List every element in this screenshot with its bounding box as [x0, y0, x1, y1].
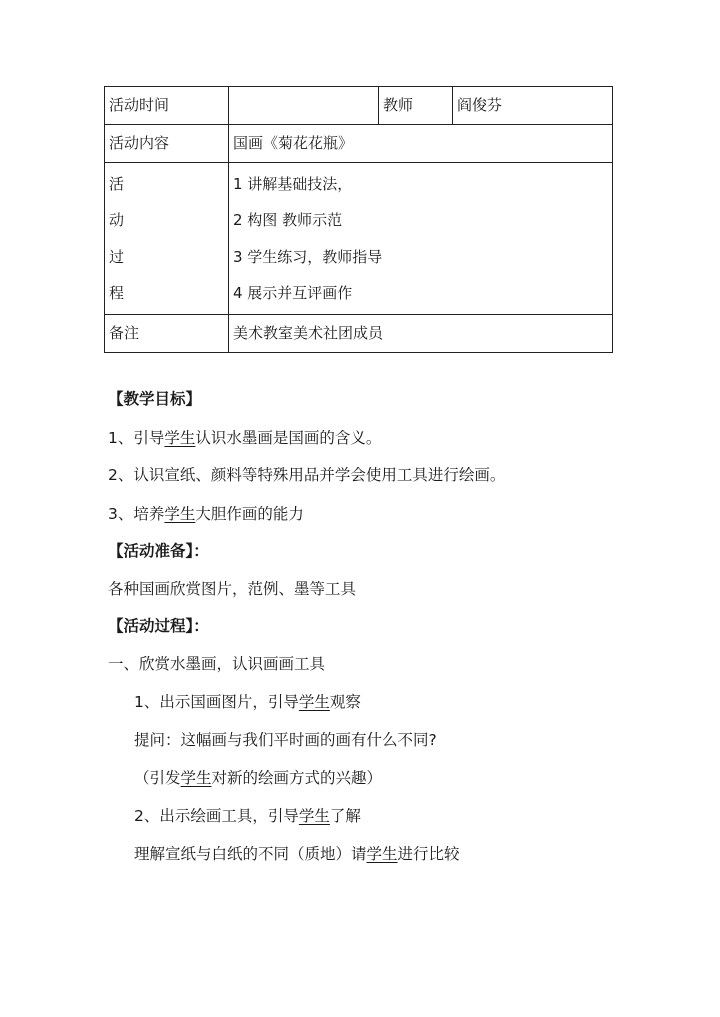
process-line: [134, 844, 460, 864]
process-label-char: 程: [109, 284, 125, 303]
prep-text: 各种国画欣赏图片，范例、墨等工具: [108, 580, 357, 598]
process-text: 2、出示绘画工具，引导: [134, 807, 299, 825]
process-underlined-text: 学生: [298, 807, 330, 825]
goal-text: 认识水墨画是国画的含义。: [195, 429, 382, 447]
goal-underlined-text: 学生: [164, 429, 196, 447]
process-step: 4 展示并互评画作: [233, 284, 353, 303]
process-label-char: 活: [109, 174, 125, 193]
process-text: 理解宣纸与白纸的不同（质地）请: [134, 845, 367, 863]
goal-item: 2、认识宣纸、颜料等特殊用品并学会使用工具进行绘画。: [108, 466, 506, 484]
cell-time-value: [229, 87, 379, 125]
process-label-char: 动: [109, 211, 125, 230]
process-text: 进行比较: [397, 845, 460, 863]
table-row-time: [105, 87, 613, 125]
table-row-content: [105, 125, 613, 163]
process-text: 了解: [329, 807, 361, 825]
process-text: （引发: [134, 769, 181, 787]
goal-text: 大胆作画的能力: [195, 505, 304, 523]
goal-underlined-text: 学生: [164, 505, 196, 523]
process-underlined-text: 学生: [180, 769, 212, 787]
cell-teacher-name: 阎俊芬: [453, 87, 613, 125]
process-step: 3 学生练习，教师指导: [233, 247, 383, 266]
goal-text: 1、引导: [108, 429, 165, 447]
goal-item: [108, 428, 381, 448]
process-heading: 【活动过程】：: [108, 617, 209, 635]
process-line: [134, 768, 382, 788]
process-step: 1 讲解基础技法，: [233, 174, 353, 193]
process-text: 1、出示国画图片，引导: [134, 693, 299, 711]
process-underlined-text: 学生: [298, 693, 330, 711]
process-line: 提问：这幅画与我们平时画的画有什么不同?: [134, 731, 437, 749]
goal-text: 3、培养: [108, 505, 165, 523]
table-row-process: [105, 163, 613, 315]
cell-content-value: 国画《菊花花瓶》: [229, 125, 613, 163]
process-line: [134, 806, 361, 826]
cell-time-label: 活动时间: [105, 87, 229, 125]
activity-info-table: [104, 86, 613, 353]
prep-heading: 【活动准备】：: [108, 542, 209, 560]
goal-item: [108, 504, 304, 524]
process-step: 2 构图 教师示范: [233, 211, 343, 230]
process-label-char: 过: [109, 247, 125, 266]
cell-process-label: [105, 163, 229, 315]
process-text: 观察: [329, 693, 361, 711]
cell-content-label: 活动内容: [105, 125, 229, 163]
table-row-notes: [105, 315, 613, 353]
cell-teacher-label: 教师: [379, 87, 453, 125]
cell-process-steps: [229, 163, 613, 315]
process-line: [134, 692, 361, 712]
process-text: 对新的绘画方式的兴趣）: [211, 769, 383, 787]
process-section-title: 一、欣赏水墨画，认识画画工具: [108, 655, 326, 673]
cell-notes-value: 美术教室美术社团成员: [229, 315, 613, 353]
goals-heading: 【教学目标】: [108, 390, 202, 408]
process-underlined-text: 学生: [366, 845, 398, 863]
cell-notes-label: 备注: [105, 315, 229, 353]
